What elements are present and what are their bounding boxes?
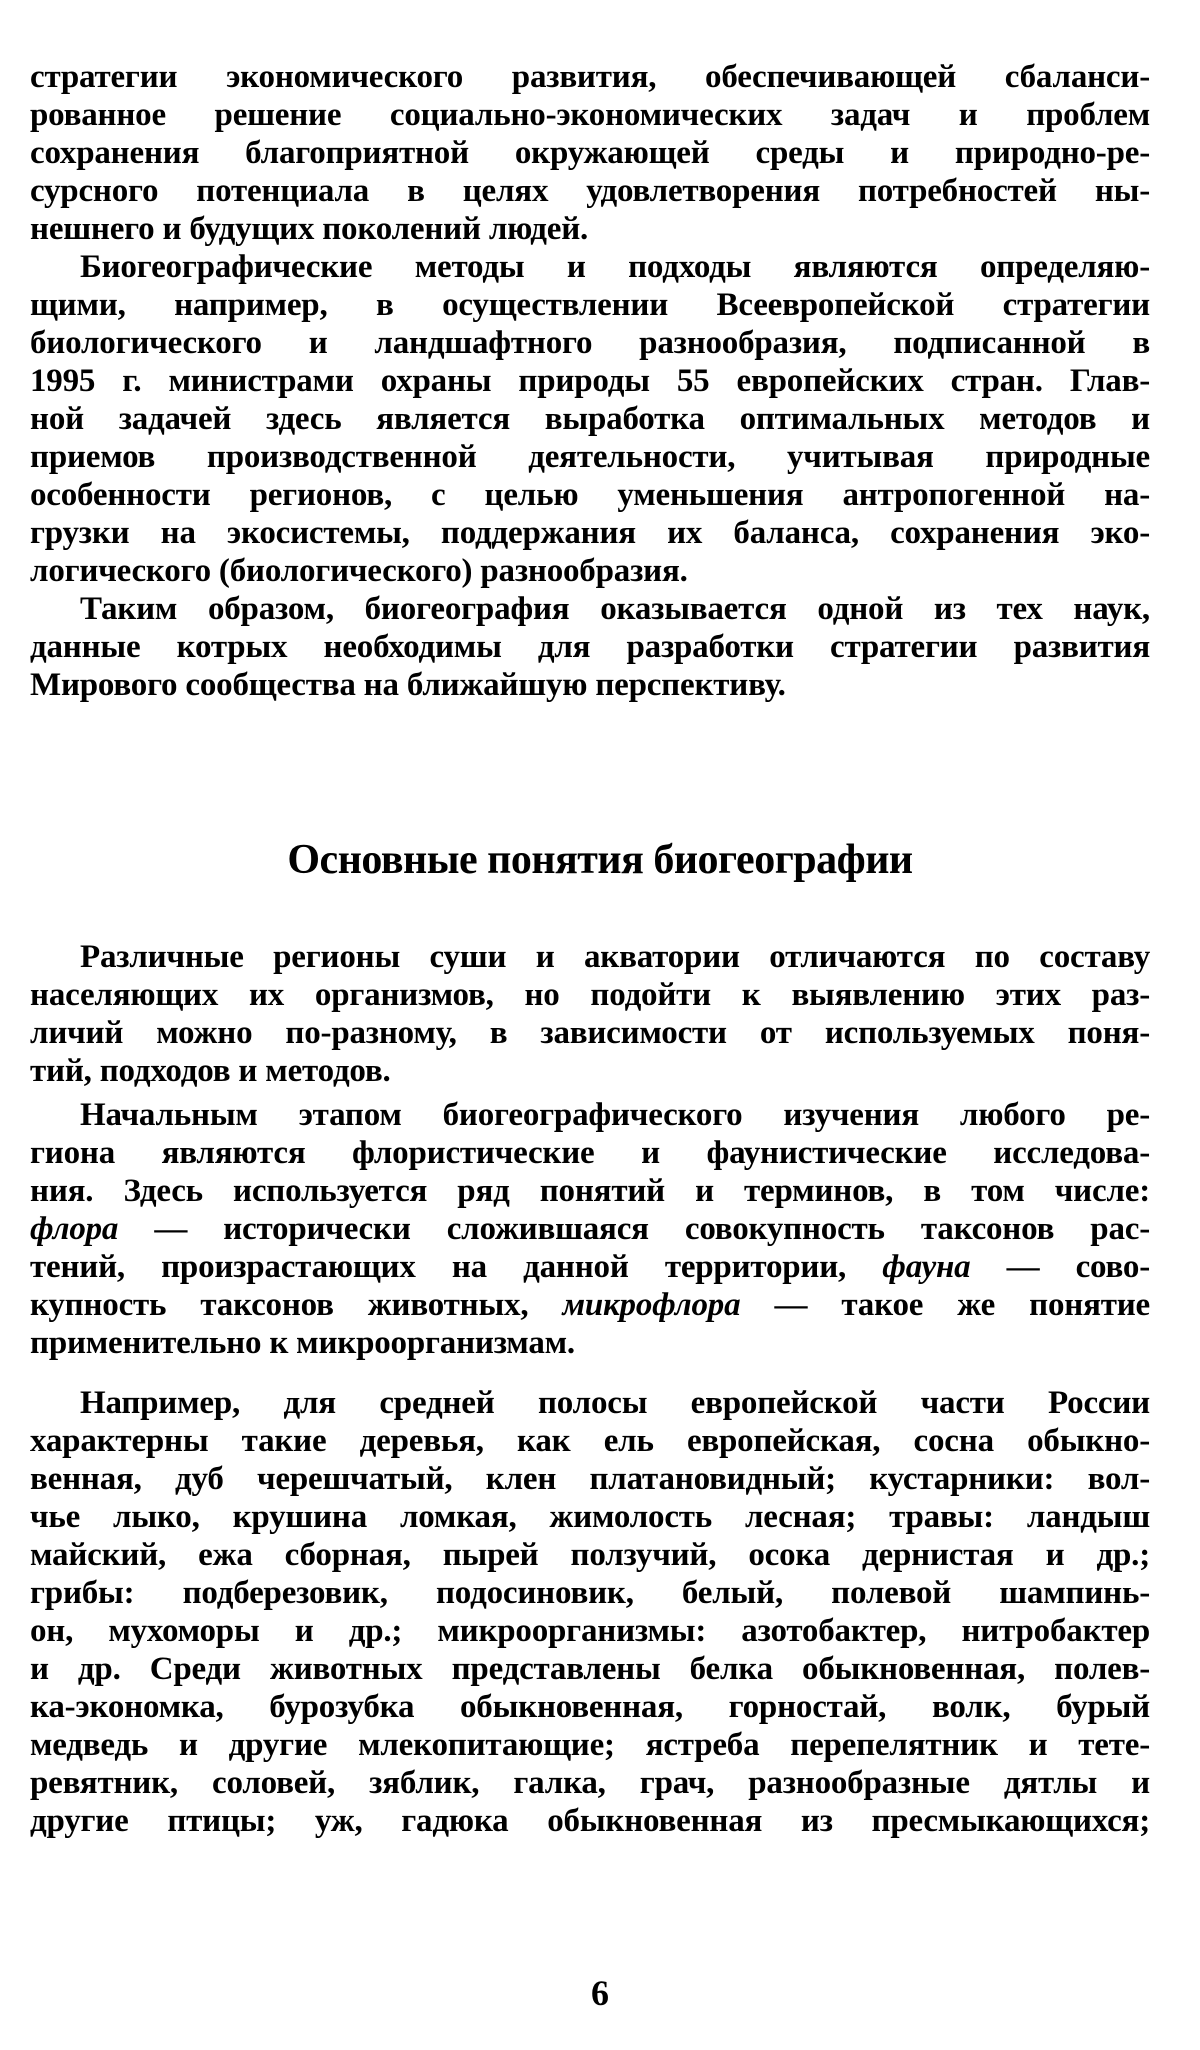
term-microflora: микрофлора [562, 1287, 741, 1323]
text-line: населяющих их организмов, но подойти к выявлению этих раз- [30, 977, 1150, 1013]
text-line: и др. Среди животных представлены белка обыкновенная, полев- [30, 1651, 1150, 1687]
text-line: венная, дуб черешчатый, клен платановидный; кустарники: вол- [30, 1461, 1150, 1497]
paragraph-4 [30, 938, 1150, 1090]
text-line: данные котрых необходимы для разработки стратегии развития [30, 629, 1150, 665]
paragraph-1 [30, 58, 1150, 248]
text-line: ревятник, соловей, зяблик, галка, грач, разнообразные дятлы и [30, 1765, 1150, 1801]
term-flora: флора [30, 1211, 119, 1247]
text-line: другие птицы; уж, гадюка обыкновенная из пресмыкающихся; [30, 1803, 1150, 1839]
text-line: майский, ежа сборная, пырей ползучий, осока дернистая и др.; [30, 1537, 1150, 1573]
text-line: грузки на экосистемы, поддержания их баланса, сохранения эко- [30, 515, 1150, 551]
text-line: медведь и другие млекопитающие; ястреба перепелятник и тете- [30, 1727, 1150, 1763]
text-line: щими, например, в осуществлении Всеевропейской стратегии [30, 287, 1150, 323]
text-line: сохранения благоприятной окружающей среды и природно-ре- [30, 135, 1150, 171]
text-line: чье лыко, крушина ломкая, жимолость лесная; травы: ландыш [30, 1499, 1150, 1535]
text-line: гиона являются флористические и фаунистические исследова- [30, 1135, 1150, 1171]
text-line: Начальным этапом биогеографического изучения любого ре- [80, 1097, 1150, 1133]
section-heading: Основные понятия биогеографии [287, 837, 913, 883]
text-line: грибы: подберезовик, подосиновик, белый, полевой шампинь- [30, 1575, 1150, 1611]
text-line: особенности регионов, с целью уменьшения антропогенной на- [30, 477, 1150, 513]
text-line: стратегии экономического развития, обеспечивающей сбаланси- [30, 59, 1150, 95]
text-fragment: — сово- [970, 1249, 1150, 1285]
text-fragment: — такое же понятие [740, 1287, 1150, 1323]
text-line [30, 1286, 1150, 1324]
text-line: Например, для средней полосы европейской части России [80, 1385, 1150, 1421]
text-line [30, 1210, 1150, 1248]
text-line [30, 1248, 1150, 1286]
text-fragment: купность таксонов животных, [30, 1287, 563, 1323]
text-line: Мирового сообщества на ближайшую перспективу. [30, 667, 786, 703]
text-line: Таким образом, биогеография оказывается одной из тех наук, [80, 591, 1150, 627]
text-line: тий, подходов и методов. [30, 1053, 391, 1089]
text-line: ка-экономка, бурозубка обыкновенная, горностай, волк, бурый [30, 1689, 1150, 1725]
text-line: ной задачей здесь является выработка оптимальных методов и [30, 401, 1150, 437]
paragraph-3 [30, 590, 1150, 704]
text-line: 1995 г. министрами охраны природы 55 европейских стран. Глав- [30, 363, 1150, 399]
page-number: 6 [591, 1973, 609, 2013]
text-line: характерны такие деревья, как ель европейская, сосна обыкно- [30, 1423, 1150, 1459]
text-line: сурсного потенциала в целях удовлетворения потребностей ны- [30, 173, 1150, 209]
text-line: биологического и ландшафтного разнообразия, подписанной в [30, 325, 1150, 361]
term-fauna: фауна [882, 1249, 971, 1285]
text-fragment: тений, произрастающих на данной территории, [30, 1249, 883, 1285]
text-line: логического (биологического) разнообразия. [30, 553, 688, 589]
text-fragment: — исторически сложившаяся совокупность таксонов рас- [118, 1211, 1150, 1247]
text-line: Различные регионы суши и акватории отличаются по составу [80, 939, 1150, 975]
text-line: приемов производственной деятельности, учитывая природные [30, 439, 1150, 475]
text-line: нешнего и будущих поколений людей. [30, 211, 589, 247]
text-line: Биогеографические методы и подходы являются определяю- [80, 249, 1150, 285]
text-line: он, мухоморы и др.; микроорганизмы: азотобактер, нитробактер [30, 1613, 1150, 1649]
text-line: личий можно по-разному, в зависимости от используемых поня- [30, 1015, 1150, 1051]
paragraph-6 [30, 1384, 1150, 1840]
paragraph-2 [30, 248, 1150, 590]
text-line: применительно к микроорганизмам. [30, 1325, 575, 1361]
text-line: ния. Здесь используется ряд понятий и терминов, в том числе: [30, 1173, 1150, 1209]
text-line: рованное решение социально-экономических задач и проблем [30, 97, 1150, 133]
paragraph-5 [30, 1096, 1150, 1362]
